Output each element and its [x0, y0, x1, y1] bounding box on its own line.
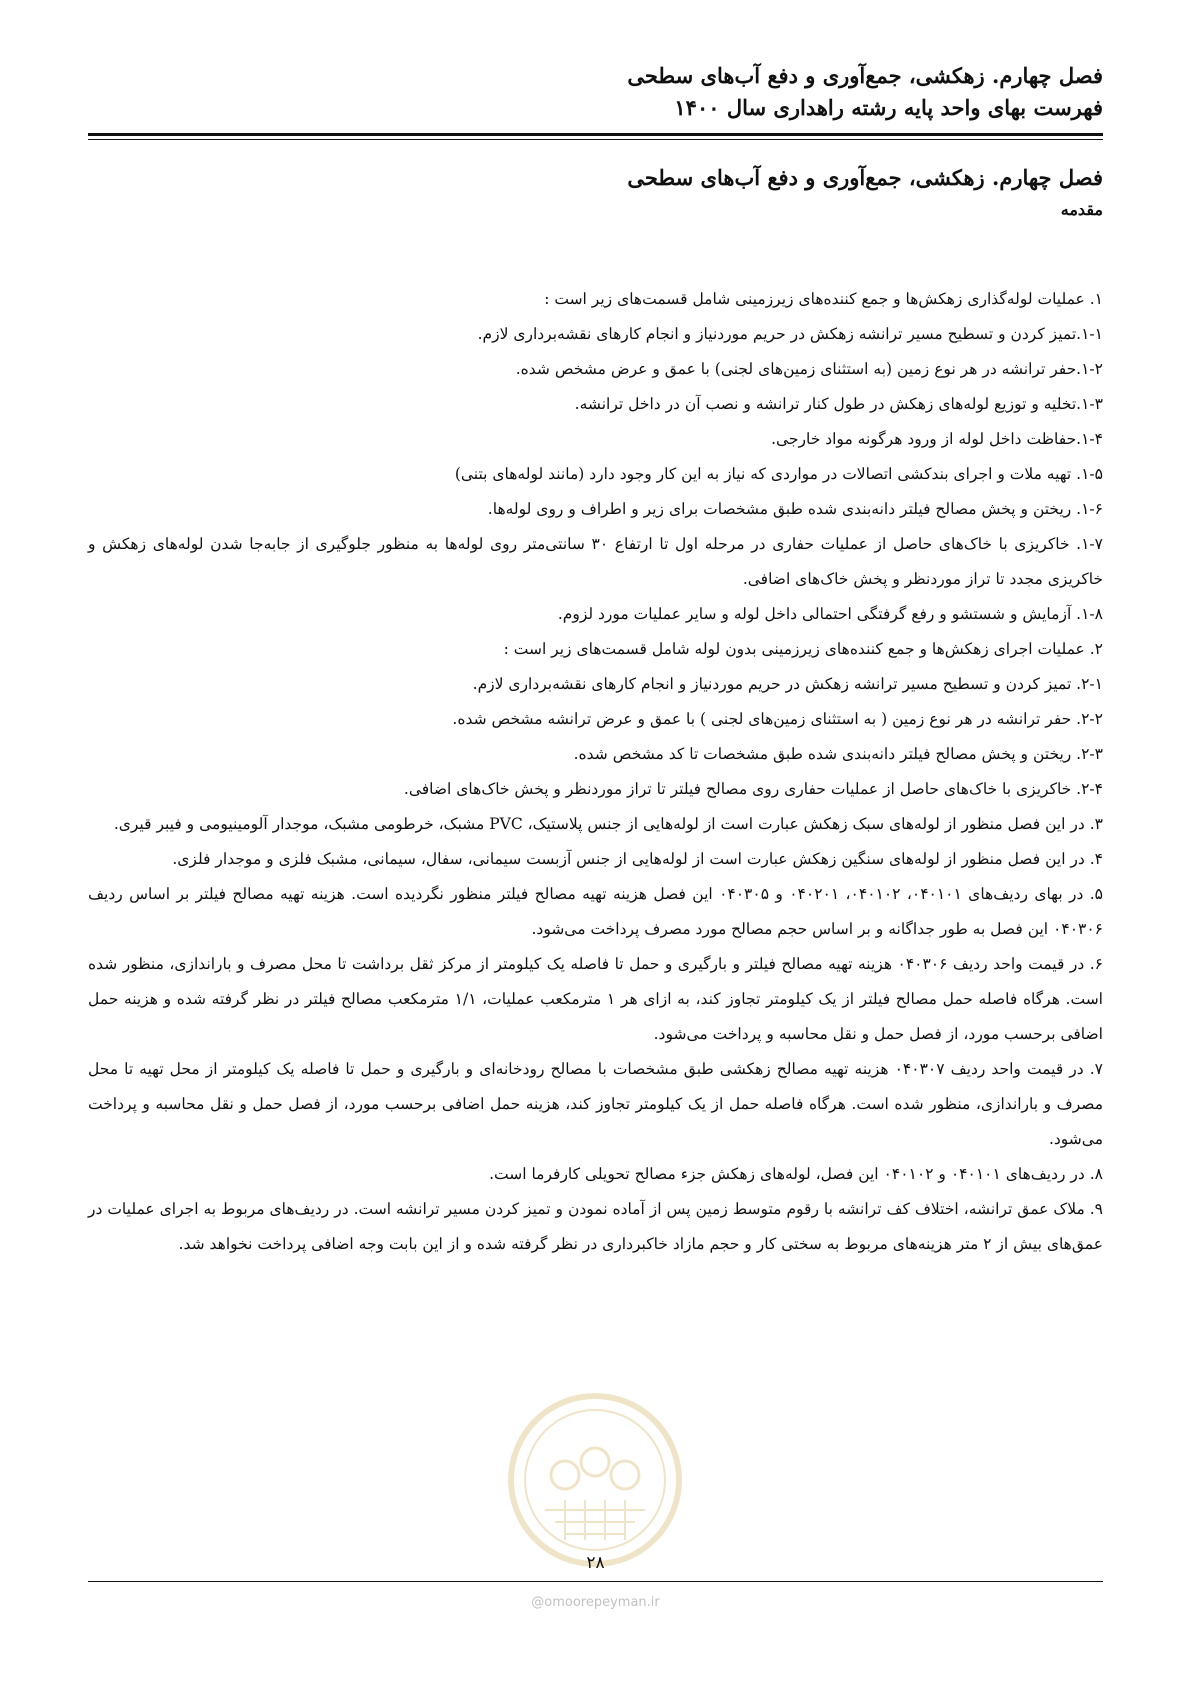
- clause-2-4: ۲-۴. خاکریزی با خاک‌های حاصل از عملیات حفاری روی مصالح فیلتر تا تراز موردنظر و پخش خاک‌های اضافی.: [403, 780, 1103, 798]
- footer-rule: [88, 1581, 1103, 1582]
- clause-1-4: ۱-۴.حفاظت داخل لوله از ورود هرگونه مواد خارجی.: [771, 430, 1103, 448]
- clause-1-7: ۱-۷. خاکریزی با خاک‌های حاصل از عملیات حفاری در مرحله اول تا ارتفاع ۳۰ سانتی‌متر روی لوله‌ها به منظور جلوگیری از جابه‌جا شدن لوله‌های زهکش و خاکریزی مجدد تا تراز موردنظر و پخش خاک‌های اضافی.: [88, 535, 1103, 588]
- watermark-seal-icon: [505, 1390, 685, 1570]
- clause-1: ۱. عملیات لوله‌گذاری زهکش‌ها و جمع کننده‌های زیرزمینی شامل قسمت‌های زیر است :: [544, 290, 1103, 308]
- intro-label: مقدمه: [1060, 200, 1103, 219]
- clause-1-3: ۱-۳.تخلیه و توزیع لوله‌های زهکش در طول کنار ترانشه و نصب آن در داخل ترانشه.: [574, 395, 1103, 413]
- chapter-title: فصل چهارم. زهکشی، جمع‌آوری و دفع آب‌های سطحی: [627, 165, 1103, 190]
- clause-1-8: ۱-۸. آزمایش و شستشو و رفع گرفتگی احتمالی داخل لوله و سایر عملیات مورد لزوم.: [557, 605, 1103, 623]
- running-header-chapter: فصل چهارم. زهکشی، جمع‌آوری و دفع آب‌های سطحی: [627, 63, 1103, 88]
- clause-3: ۳. در این فصل منظور از لوله‌های سبک زهکش عبارت است از لوله‌هایی از جنس پلاستیک، PVC مشبک، خرطومی مشبک، موجدار آلومینیومی و فیبر قیری.: [113, 815, 1103, 833]
- main-content: [88, 160, 1103, 1262]
- clause-7: ۷. در قیمت واحد ردیف ۰۴۰۳۰۷ هزینه تهیه مصالح زهکشی طبق مشخصات با مصالح رودخانه‌ای و بارگیری و حمل تا فاصله یک کیلومتر از محل تهیه تا محل مصرف و باراندازی، منظور شده است. هرگاه فاصله حمل از یک کیلومتر تجاوز کند، هزینه حمل اضافی برحسب مورد، از فصل حمل و نقل محاسبه و پرداخت می‌شود.: [88, 1060, 1103, 1148]
- clause-2: ۲. عملیات اجرای زهکش‌ها و جمع کننده‌های زیرزمینی بدون لوله شامل قسمت‌های زیر است :: [503, 640, 1103, 658]
- clause-2-2: ۲-۲. حفر ترانشه در هر نوع زمین ( به استثنای زمین‌های لجنی ) با عمق و عرض ترانشه مشخص شده.: [452, 710, 1103, 728]
- header-rule-thick: [88, 133, 1103, 136]
- running-header-book: فهرست بهای واحد پایه رشته راهداری سال ۱۴۰۰: [674, 95, 1103, 120]
- clause-2-1: ۲-۱. تمیز کردن و تسطیح مسیر ترانشه زهکش در حریم موردنیاز و انجام کارهای نقشه‌برداری لازم.: [472, 675, 1103, 693]
- clause-9: ۹. ملاک عمق ترانشه، اختلاف کف ترانشه با رقوم متوسط زمین پس از آماده نمودن و تمیز کردن مسیر ترانشه است. در ردیف‌های مربوط به اجرای عملیات در عمق‌های بیش از ۲ متر هزینه‌های مربوط به سختی کار و حجم مازاد خاکبرداری در نظر گرفته شده و از این بابت وجه اضافی پرداخت نخواهد شد.: [88, 1200, 1103, 1253]
- clause-1-5: ۱-۵. تهیه ملات و اجرای بندکشی اتصالات در مواردی که نیاز به این کار وجود دارد (مانند لوله‌های بتنی): [454, 465, 1103, 483]
- header-rule-thin: [88, 139, 1103, 140]
- clause-list: [88, 282, 1103, 1262]
- clause-4: ۴. در این فصل منظور از لوله‌های سنگین زهکش عبارت است از لوله‌هایی از جنس آزبست سیمانی، سفال، سیمانی، مشبک فلزی و موجدار فلزی.: [172, 850, 1103, 868]
- clause-1-1: ۱-۱.تمیز کردن و تسطیح مسیر ترانشه زهکش در حریم موردنیاز و انجام کارهای نقشه‌برداری لازم.: [477, 325, 1103, 343]
- clause-5: ۵. در بهای ردیف‌های ۰۴۰۱۰۱، ۰۴۰۱۰۲، ۰۴۰۲۰۱ و ۰۴۰۳۰۵ این فصل هزینه تهیه مصالح فیلتر منظور نگردیده است. هزینه تهیه مصالح فیلتر بر اساس ردیف ۰۴۰۳۰۶ این فصل به طور جداگانه و بر اساس حجم مصالح مورد مصرف پرداخت می‌شود.: [88, 885, 1103, 938]
- clause-1-2: ۱-۲.حفر ترانشه در هر نوع زمین (به استثنای زمین‌های لجنی) با عمق و عرض مشخص شده.: [515, 360, 1103, 378]
- clause-2-3: ۲-۳. ریختن و پخش مصالح فیلتر دانه‌بندی شده طبق مشخصات تا کد مشخص شده.: [573, 745, 1103, 763]
- page-number: ۲۸: [586, 1553, 605, 1573]
- clause-6: ۶. در قیمت واحد ردیف ۰۴۰۳۰۶ هزینه تهیه مصالح فیلتر و بارگیری و حمل تا فاصله یک کیلومتر از مرکز ثقل برداشت تا محل مصرف و باراندازی، منظور شده است. هرگاه فاصله حمل مصالح فیلتر از یک کیلومتر تجاوز کند، به ازای هر ۱ مترمکعب عملیات، ۱/۱ مترمکعب مصالح فیلتر در نظر گرفته شده و هزینه حمل اضافی برحسب مورد، از فصل حمل و نقل محاسبه و پرداخت می‌شود.: [88, 955, 1103, 1043]
- footer-watermark-url: @omoorepeyman.ir: [531, 1595, 660, 1610]
- clause-8: ۸. در ردیف‌های ۰۴۰۱۰۱ و ۰۴۰۱۰۲ این فصل، لوله‌های زهکش جزء مصالح تحویلی کارفرما است.: [489, 1165, 1103, 1183]
- running-header: [88, 60, 1103, 124]
- clause-1-6: ۱-۶. ریختن و پخش مصالح فیلتر دانه‌بندی شده طبق مشخصات برای زیر و اطراف و روی لوله‌ها.: [487, 500, 1103, 518]
